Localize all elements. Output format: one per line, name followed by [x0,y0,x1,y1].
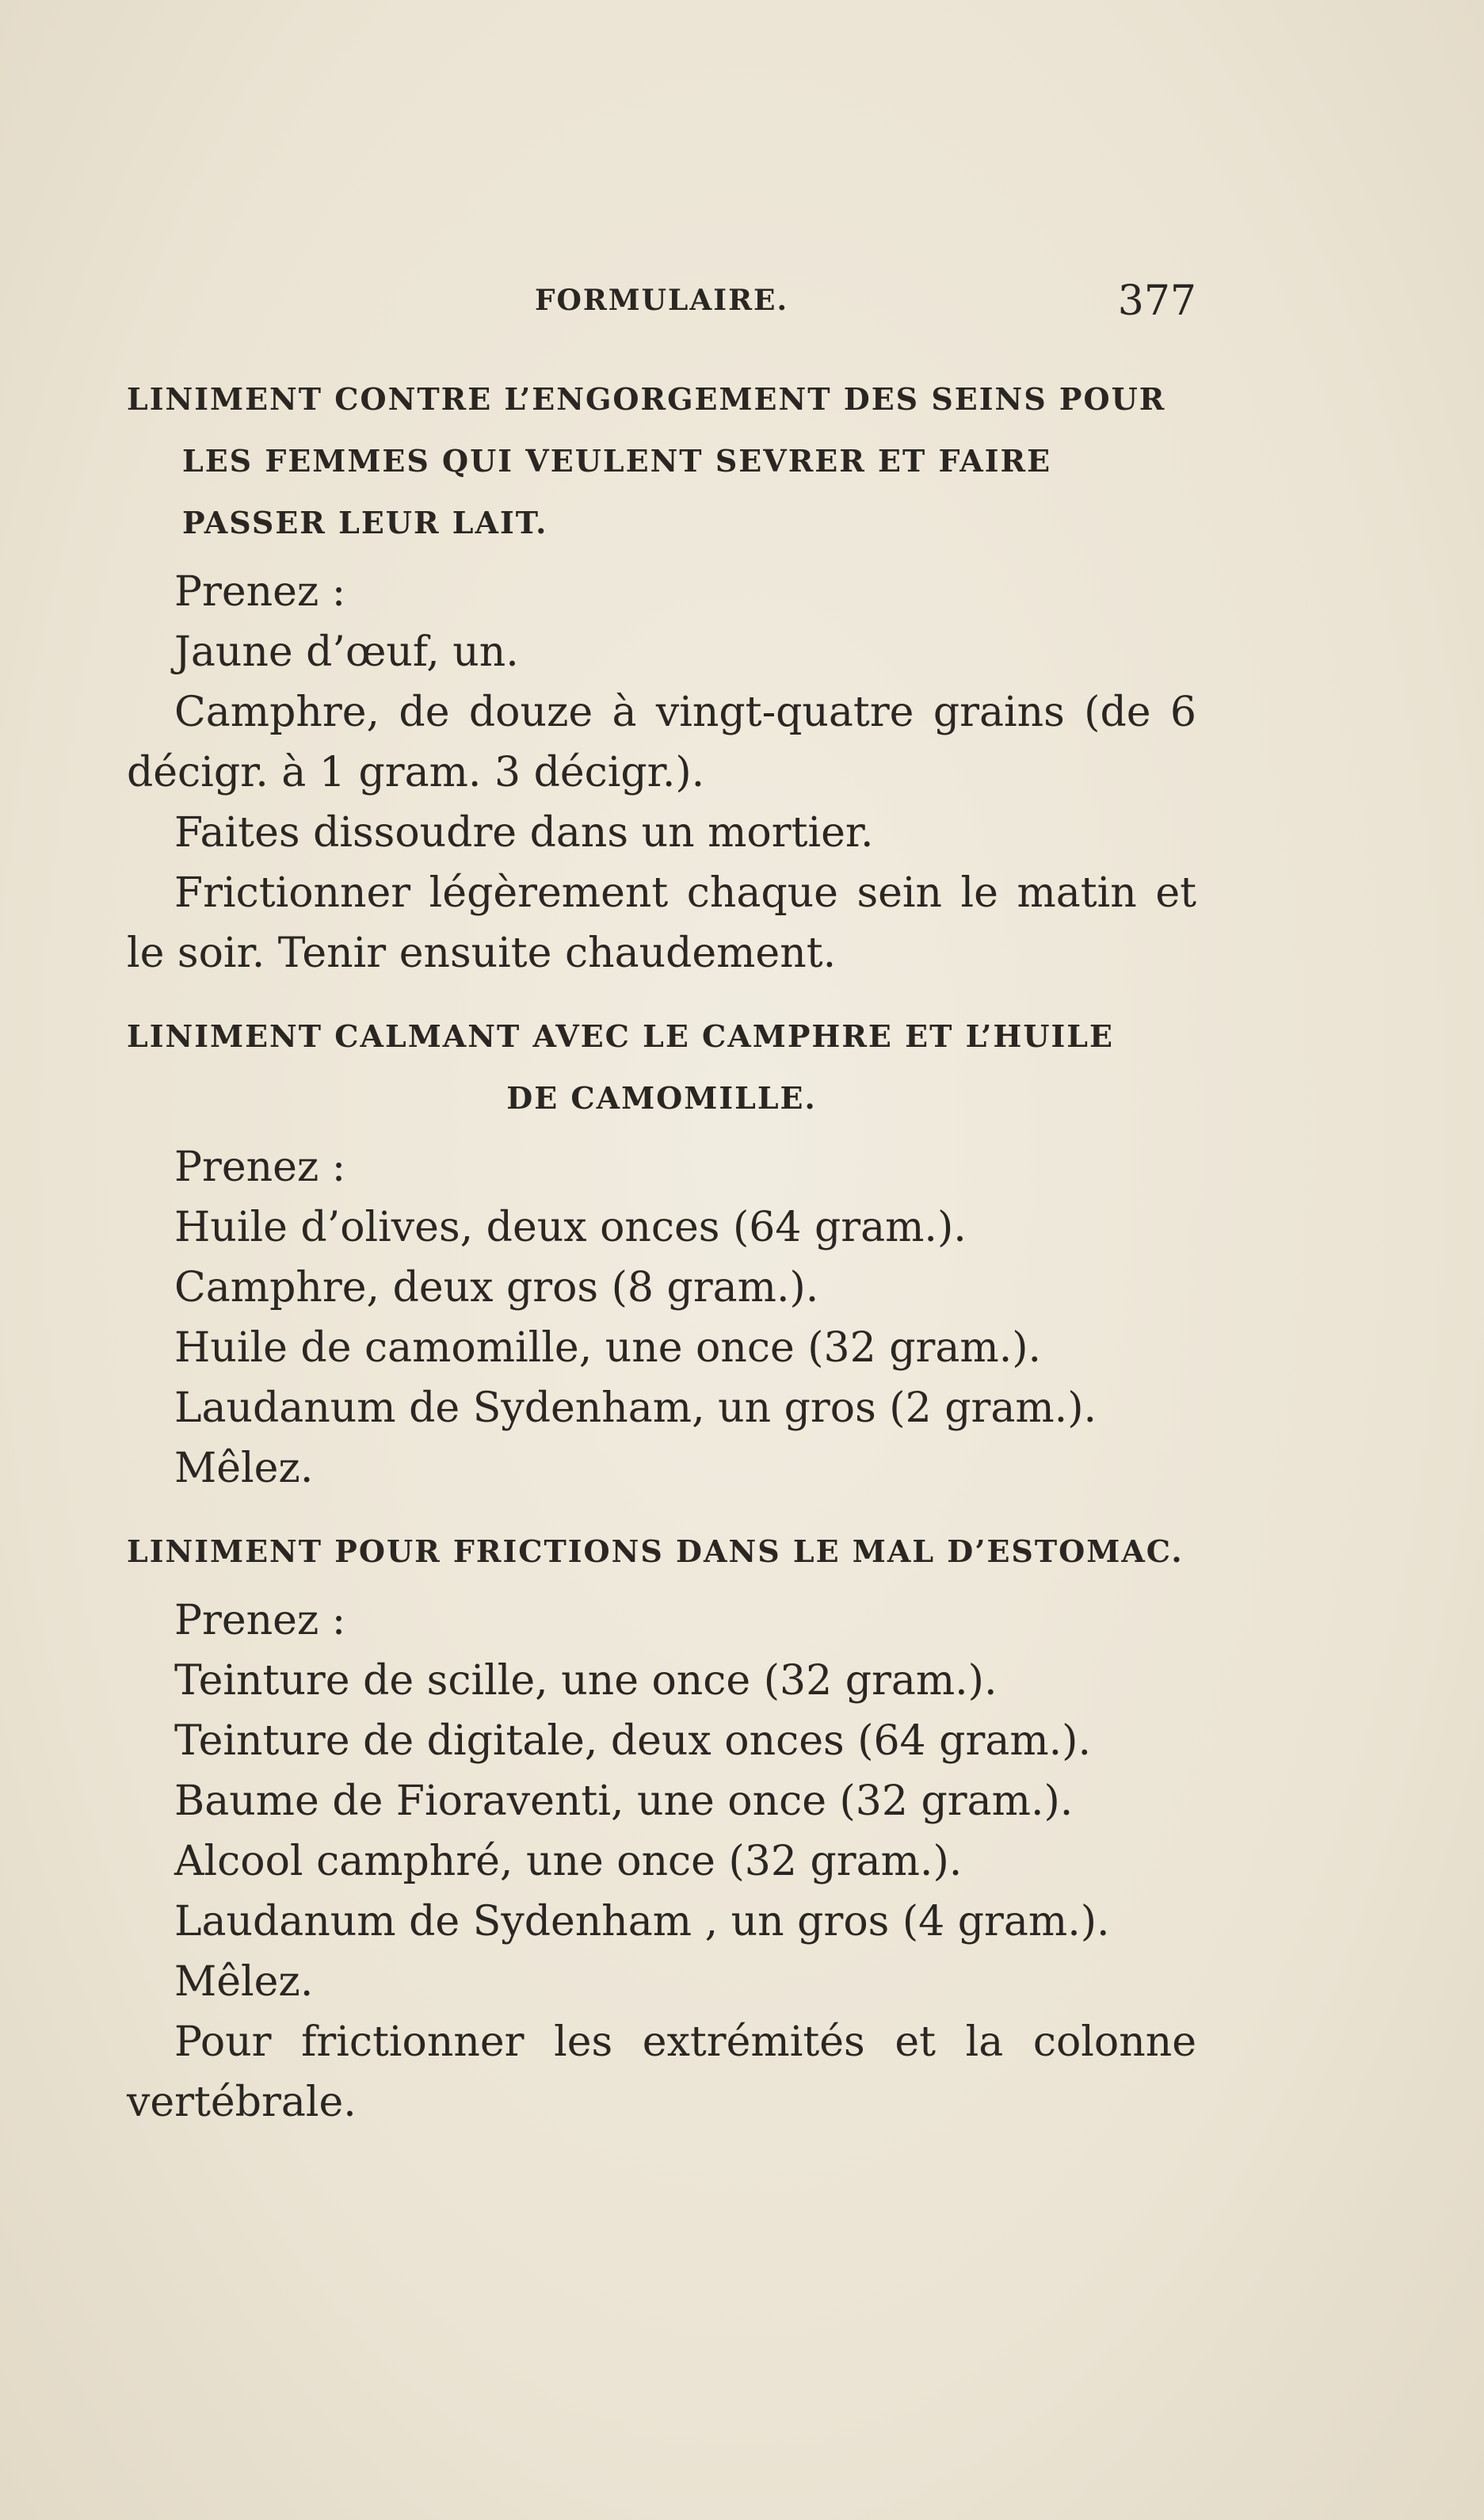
recipe-line: Prenez : [174,1597,346,1644]
recipe-line: Laudanum de Sydenham , un gros (4 gram.). [174,1898,1110,1945]
recipe-line: Frictionner légèrement chaque sein le matin et le soir. Tenir ensuite chaudement. [127,869,1196,977]
recipe-line: Baume de Fioraventi, une once (32 gram.). [174,1777,1074,1825]
text-block [127,368,1196,2155]
recipe-line: Prenez : [174,568,346,616]
page-number: 377 [1117,277,1196,325]
recipe-line: Jaune d’œuf, un. [174,628,519,676]
recipe-line: Faites dissoudre dans un mortier. [174,809,874,857]
recipe-line: Teinture de scille, une once (32 gram.). [174,1657,998,1705]
section-heading: LINIMENT POUR FRICTIONS DANS LE MAL D’ESTOMAC. [127,1533,1184,1569]
section-heading: LINIMENT CONTRE L’ENGORGEMENT DES SEINS POUR LES FEMMES QUI VEULENT SEVRER ET FAIRE PASSER LEUR LAIT. [127,381,1166,540]
section-heading-line2: DE CAMOMILLE. [506,1080,817,1116]
recipe-line: Alcool camphré, une once (32 gram.). [174,1838,963,1885]
section-estomac [127,1521,1196,2132]
recipe-line: Camphre, deux gros (8 gram.). [174,1264,819,1312]
recipe-line: Camphre, de douze à vingt-quatre grains (de 6 décigr. à 1 gram. 3 décigr.). [127,689,1196,796]
recipe-line: Mêlez. [174,1445,314,1492]
recipe-line: Mêlez. [174,1958,314,2006]
section-engorgement [127,368,1196,983]
section-heading-line1: LINIMENT CALMANT AVEC LE CAMPHRE ET L’HUILE [127,1018,1114,1054]
running-title: FORMULAIRE. [534,284,789,317]
recipe-line: Huile d’olives, deux onces (64 gram.). [174,1204,967,1251]
recipe-line: Teinture de digitale, deux onces (64 gram.). [174,1717,1091,1765]
running-head [127,277,1196,333]
section-calmant [127,1006,1196,1499]
section-heading [127,1006,1196,1129]
recipe-line: Laudanum de Sydenham, un gros (2 gram.). [174,1384,1097,1432]
recipe-line: Prenez : [174,1144,346,1191]
recipe-line: Pour frictionner les extrémités et la colonne vertébrale. [127,2018,1196,2126]
recipe-line: Huile de camomille, une once (32 gram.). [174,1324,1042,1372]
